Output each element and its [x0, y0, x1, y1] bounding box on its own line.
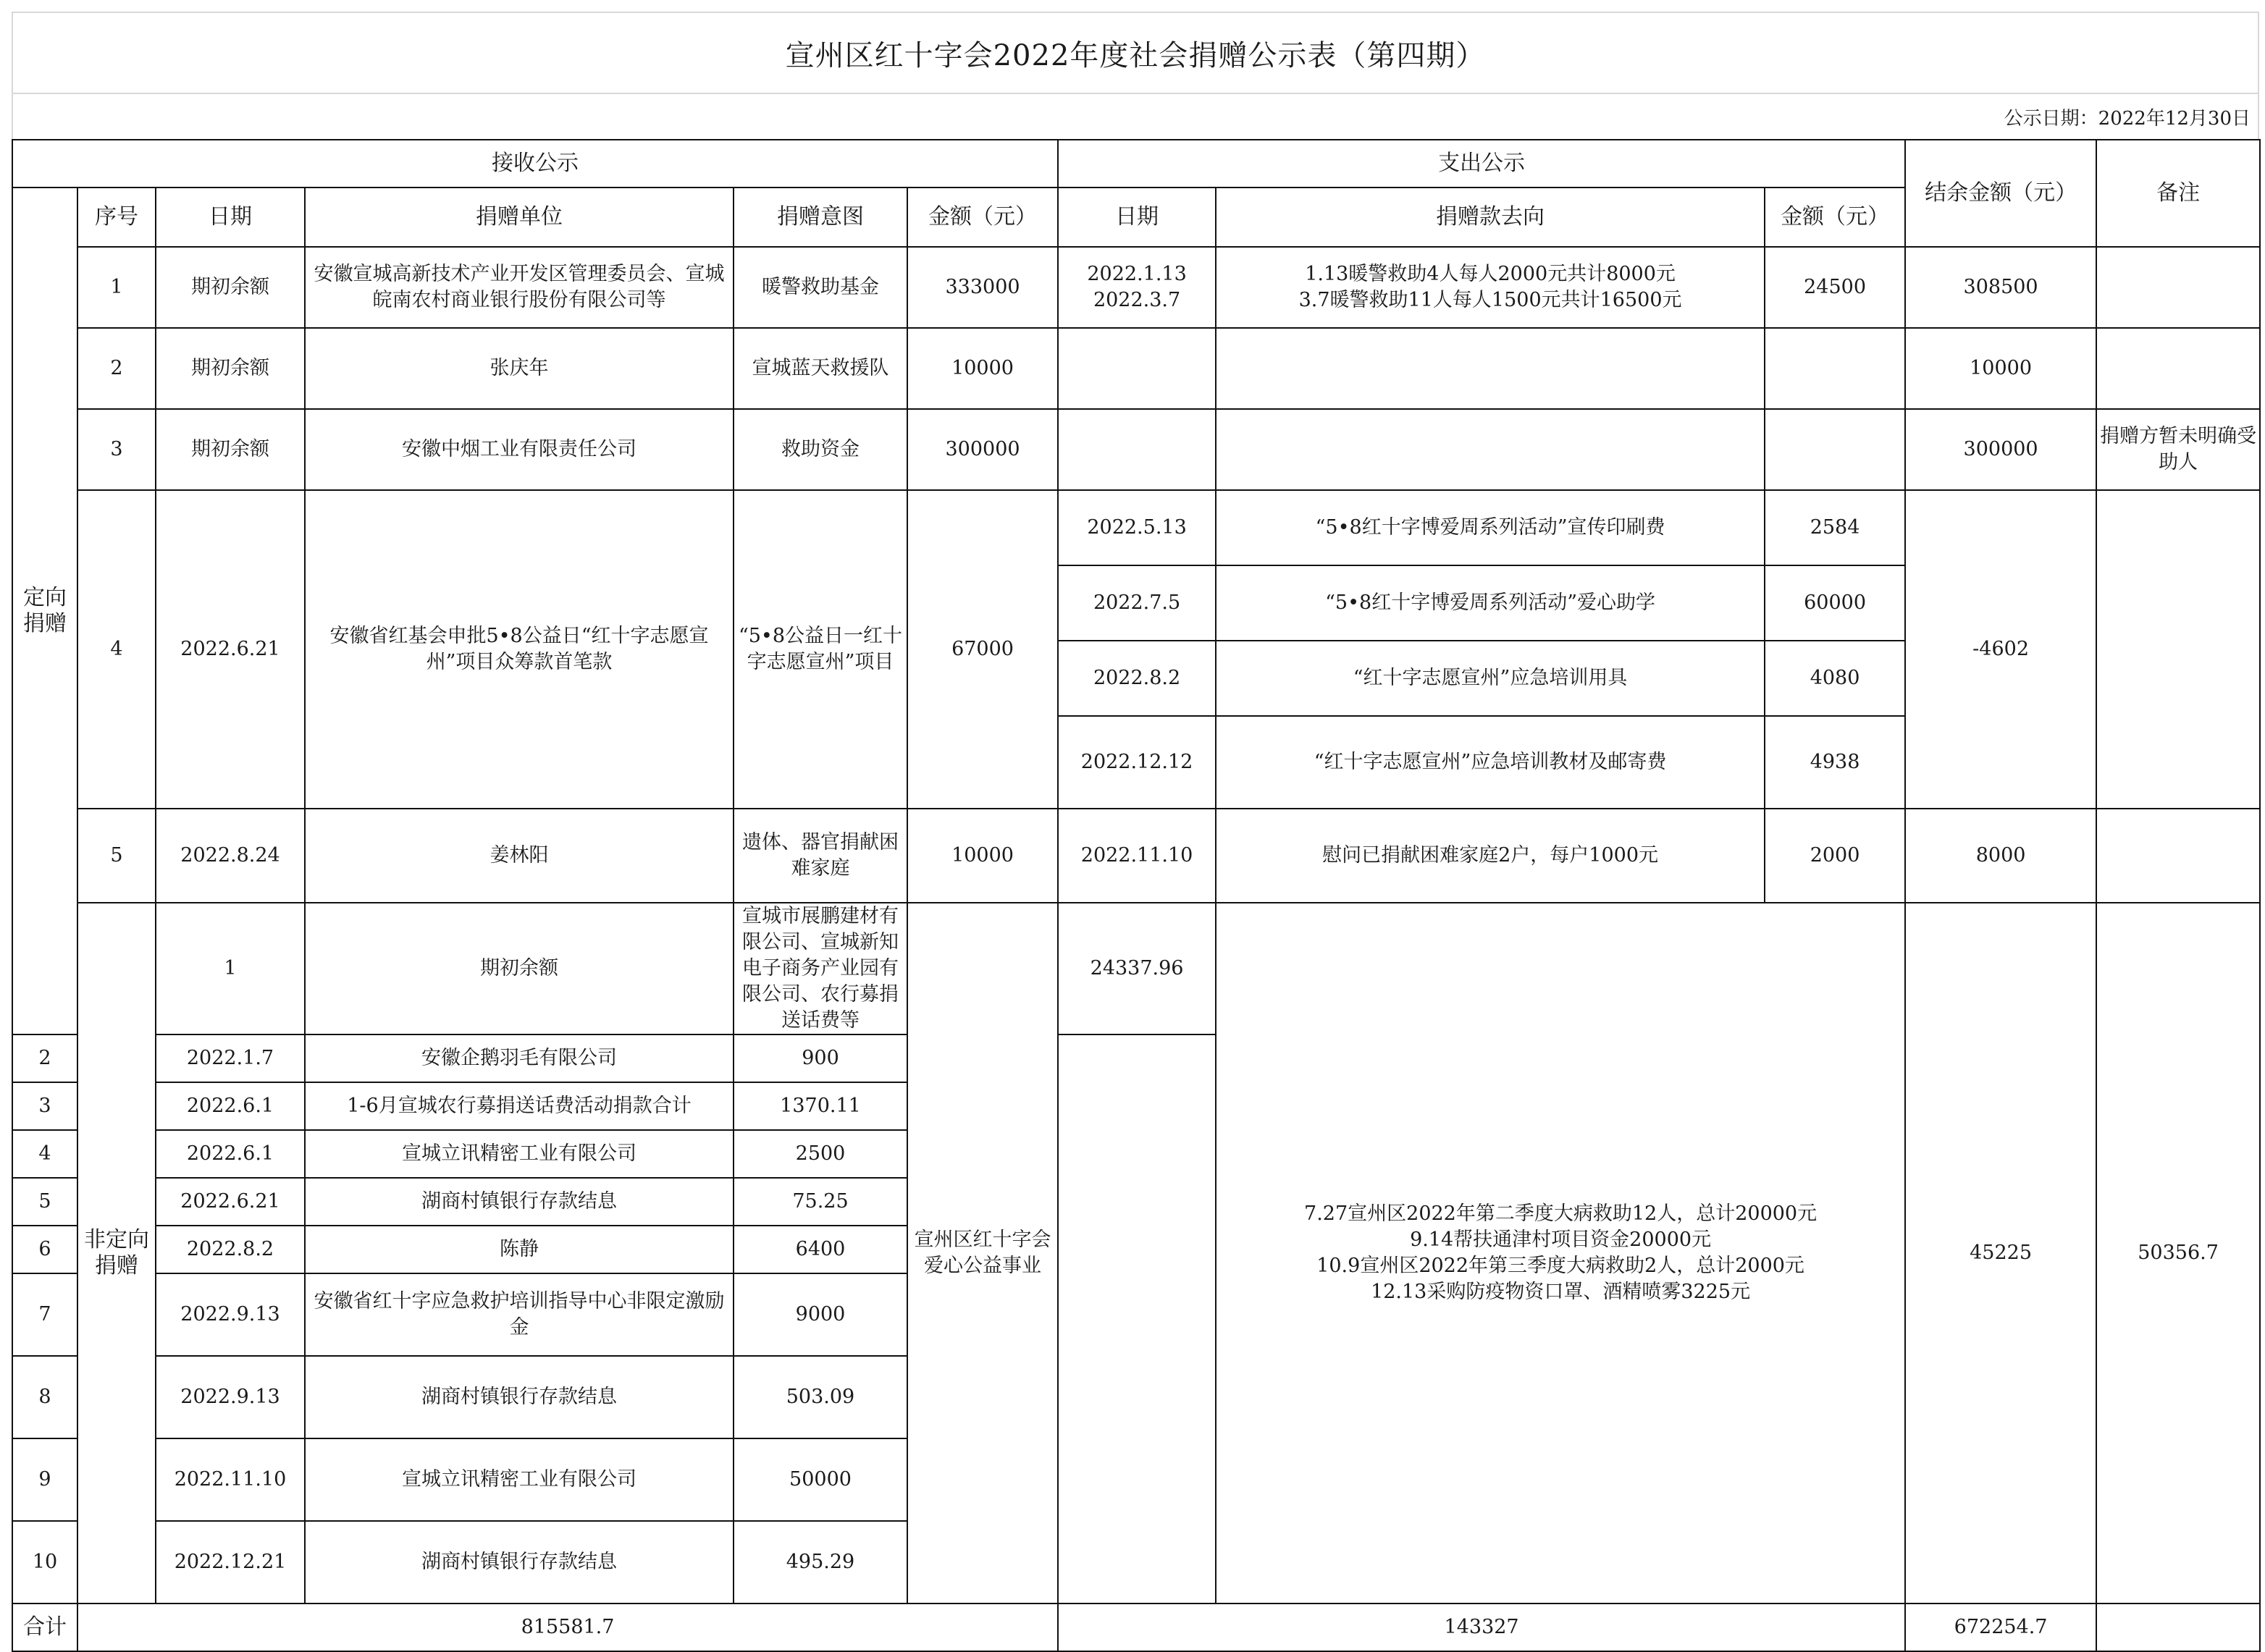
donation-sheet	[12, 12, 2259, 1652]
col-exp-amount: 金额（元）	[1765, 187, 1905, 247]
remark-cell	[2096, 490, 2260, 809]
seq-cell: 9	[12, 1438, 77, 1521]
exp-date-cell	[1058, 409, 1216, 490]
exp-date-cell: 2022.5.13	[1058, 490, 1216, 565]
exp-amount-cell: 2000	[1765, 809, 1905, 903]
expense-header: 支出公示	[1058, 140, 1905, 187]
amount-cell: 503.09	[734, 1356, 907, 1438]
date-cell: 期初余额	[156, 409, 305, 490]
exp-dest-cell	[1216, 328, 1765, 409]
amount-cell: 300000	[907, 409, 1058, 490]
exp-date-cell: 2022.1.13 2022.3.7	[1058, 247, 1216, 328]
exp-amount-cell: 4938	[1765, 716, 1905, 809]
exp-amount-cell: 4080	[1765, 641, 1905, 716]
col-amount: 金额（元）	[907, 187, 1058, 247]
seq-cell: 5	[77, 809, 156, 903]
balance-cell: -4602	[1905, 490, 2096, 809]
exp-dest-cell: “5•8红十字博爱周系列活动”爱心助学	[1216, 565, 1765, 641]
intent-cell: 遗体、器官捐献困难家庭	[734, 809, 907, 903]
exp-date-cell: 2022.7.5	[1058, 565, 1216, 641]
seq-cell: 3	[77, 409, 156, 490]
seq-cell: 1	[156, 903, 305, 1034]
exp-amount-cell	[1765, 409, 1905, 490]
date-cell: 2022.6.1	[156, 1082, 305, 1130]
seq-cell: 8	[12, 1356, 77, 1438]
table-row	[12, 409, 2260, 490]
total-remark	[2096, 1603, 2260, 1651]
donor-cell: 安徽企鹅羽毛有限公司	[305, 1034, 734, 1082]
donor-cell: 湖商村镇银行存款结息	[305, 1178, 734, 1226]
remark-cell: 捐赠方暂未明确受助人	[2096, 409, 2260, 490]
donor-cell: 张庆年	[305, 328, 734, 409]
date-cell: 2022.6.1	[156, 1130, 305, 1178]
seq-cell: 5	[12, 1178, 77, 1226]
amount-cell: 495.29	[734, 1521, 907, 1603]
sheet-title: 宣州区红十字会2022年度社会捐赠公示表（第四期）	[12, 12, 2259, 93]
exp-amount-cell	[1765, 328, 1905, 409]
balance-cell: 308500	[1905, 247, 2096, 328]
col-seq: 序号	[77, 187, 156, 247]
donor-cell: 陈静	[305, 1226, 734, 1273]
date-cell: 2022.11.10	[156, 1438, 305, 1521]
seq-cell: 10	[12, 1521, 77, 1603]
table-row	[12, 809, 2260, 903]
col-intent: 捐赠意图	[734, 187, 907, 247]
amount-cell: 900	[734, 1034, 907, 1082]
donor-cell: 安徽省红十字应急救护培训指导中心非限定激励金	[305, 1273, 734, 1356]
date-cell: 期初余额	[156, 247, 305, 328]
donor-cell: 湖商村镇银行存款结息	[305, 1356, 734, 1438]
donor-cell: 宣城立讯精密工业有限公司	[305, 1438, 734, 1521]
seq-cell: 1	[77, 247, 156, 328]
donor-cell: 宣城市展鹏建材有限公司、宣城新知电子商务产业园有限公司、农行募捐送话费等	[734, 903, 907, 1034]
donor-cell: 安徽中烟工业有限责任公司	[305, 409, 734, 490]
col-exp-date: 日期	[1058, 187, 1216, 247]
amount-cell: 1370.11	[734, 1082, 907, 1130]
seq-cell: 3	[12, 1082, 77, 1130]
seq-cell: 2	[77, 328, 156, 409]
group-directed: 定向捐赠	[12, 187, 77, 1034]
donor-cell: 姜林阳	[305, 809, 734, 903]
date-cell: 2022.12.21	[156, 1521, 305, 1603]
amount-cell: 10000	[907, 809, 1058, 903]
remark-cell	[2096, 247, 2260, 328]
date-cell: 2022.1.7	[156, 1034, 305, 1082]
amount-cell: 333000	[907, 247, 1058, 328]
donor-cell: 1-6月宣城农行募捐送话费活动捐款合计	[305, 1082, 734, 1130]
exp-amount-cell: 24500	[1765, 247, 1905, 328]
balance-cell: 8000	[1905, 809, 2096, 903]
balance-header: 结余金额（元）	[1905, 140, 2096, 247]
date-cell: 2022.8.24	[156, 809, 305, 903]
amount-cell: 24337.96	[1058, 903, 1216, 1034]
total-receive: 815581.7	[77, 1603, 1058, 1651]
publish-date: 公示日期：2022年12月30日	[12, 93, 2259, 139]
date-cell: 2022.9.13	[156, 1356, 305, 1438]
donor-cell: 湖商村镇银行存款结息	[305, 1521, 734, 1603]
balance-cell: 10000	[1905, 328, 2096, 409]
amount-cell: 10000	[907, 328, 1058, 409]
exp-date-cell: 2022.11.10	[1058, 809, 1216, 903]
amount-cell: 50000	[734, 1438, 907, 1521]
table-row	[12, 247, 2260, 328]
seq-cell: 2	[12, 1034, 77, 1082]
exp-dest-cell: 1.13暖警救助4人每人2000元共计8000元 3.7暖警救助11人每人1500元共计16500元	[1216, 247, 1765, 328]
exp-dest-cell	[1216, 409, 1765, 490]
intent-cell: 救助资金	[734, 409, 907, 490]
amount-cell: 6400	[734, 1226, 907, 1273]
seq-cell: 4	[12, 1130, 77, 1178]
exp-amount-cell: 2584	[1765, 490, 1905, 565]
col-date: 日期	[156, 187, 305, 247]
exp-amount-cell: 45225	[1905, 903, 2096, 1603]
date-cell: 2022.8.2	[156, 1226, 305, 1273]
date-cell: 2022.9.13	[156, 1273, 305, 1356]
table-row	[12, 490, 2260, 565]
donor-cell: 安徽省红基会申批5•8公益日“红十字志愿宣州”项目众筹款首笔款	[305, 490, 734, 809]
balance-cell: 300000	[1905, 409, 2096, 490]
intent-cell: 宣州区红十字会爱心公益事业	[907, 903, 1058, 1603]
total-row	[12, 1603, 2260, 1651]
seq-cell: 6	[12, 1226, 77, 1273]
total-expense: 143327	[1058, 1603, 1905, 1651]
intent-cell: 暖警救助基金	[734, 247, 907, 328]
date-cell: 期初余额	[305, 903, 734, 1034]
exp-amount-cell: 60000	[1765, 565, 1905, 641]
undirected-expense-cell: 7.27宣州区2022年第二季度大病救助12人，总计20000元 9.14帮扶通津村项目资金20000元 10.9宣州区2022年第三季度大病救助2人，总计2000元 12.13采购防疫物资口罩、酒精喷雾3225元	[1216, 903, 1905, 1603]
exp-date-cell	[1058, 328, 1216, 409]
amount-cell: 9000	[734, 1273, 907, 1356]
remark-cell	[2096, 809, 2260, 903]
header-row-1	[12, 140, 2260, 187]
remark-cell	[2096, 328, 2260, 409]
amount-cell: 67000	[907, 490, 1058, 809]
exp-date-cell: 2022.12.12	[1058, 716, 1216, 809]
exp-dest-cell: “红十字志愿宣州”应急培训用具	[1216, 641, 1765, 716]
donation-table	[12, 139, 2261, 1652]
seq-cell: 7	[12, 1273, 77, 1356]
date-cell: 2022.6.21	[156, 1178, 305, 1226]
exp-dest-cell: “红十字志愿宣州”应急培训教材及邮寄费	[1216, 716, 1765, 809]
exp-date-cell: 2022.8.2	[1058, 641, 1216, 716]
col-exp-dest: 捐赠款去向	[1216, 187, 1765, 247]
col-donor: 捐赠单位	[305, 187, 734, 247]
receive-header: 接收公示	[12, 140, 1058, 187]
intent-cell: “5•8公益日一红十字志愿宣州”项目	[734, 490, 907, 809]
balance-cell: 50356.7	[2096, 903, 2260, 1603]
donor-cell: 宣城立讯精密工业有限公司	[305, 1130, 734, 1178]
group-undirected: 非定向捐赠	[77, 903, 156, 1603]
total-label: 合计	[12, 1603, 77, 1651]
total-balance: 672254.7	[1905, 1603, 2096, 1651]
date-cell: 期初余额	[156, 328, 305, 409]
exp-dest-cell: “5•8红十字博爱周系列活动”宣传印刷费	[1216, 490, 1765, 565]
date-cell: 2022.6.21	[156, 490, 305, 809]
seq-cell: 4	[77, 490, 156, 809]
exp-dest-cell: 慰问已捐献困难家庭2户，每户1000元	[1216, 809, 1765, 903]
table-row	[12, 328, 2260, 409]
remark-header: 备注	[2096, 140, 2260, 247]
donor-cell: 安徽宣城高新技术产业开发区管理委员会、宣城皖南农村商业银行股份有限公司等	[305, 247, 734, 328]
intent-cell: 宣城蓝天救援队	[734, 328, 907, 409]
amount-cell: 2500	[734, 1130, 907, 1178]
table-row	[12, 903, 2260, 1034]
amount-cell: 75.25	[734, 1178, 907, 1226]
